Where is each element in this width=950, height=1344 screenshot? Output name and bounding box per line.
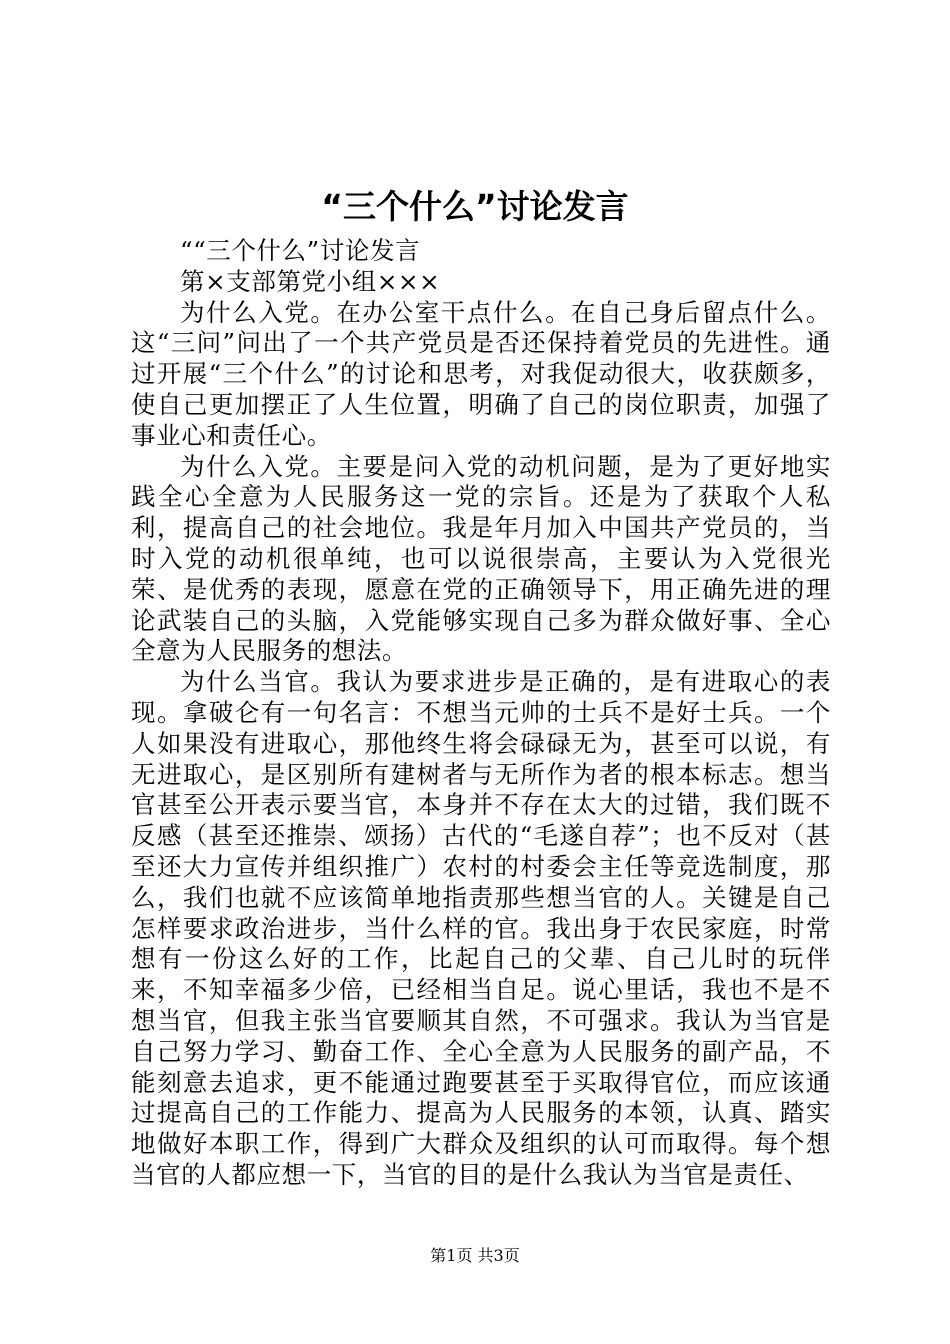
page-number-footer: 第1页 共3页 bbox=[430, 1246, 520, 1265]
document-body bbox=[131, 236, 831, 1191]
paragraph-intro: 为什么入党。在办公室干点什么。在自己身后留点什么。这“三问”问出了一个共产党员是否还保持着党员的先进性。通过开展“三个什么”的讨论和思考，对我促动很大，收获颇多，使自己更加摆正了人生位置，明确了自己的岗位职责，加强了事业心和责任心。 bbox=[131, 297, 831, 450]
paragraph-repeat-title: ““三个什么”讨论发言 bbox=[180, 236, 421, 265]
paragraph-author: 第×支部第党小组××× bbox=[180, 266, 441, 296]
paragraph-why-be-official: 为什么当官。我认为要求进步是正确的，是有进取心的表现。拿破仑有一句名言：不想当元帅的士兵不是好士兵。一个人如果没有进取心，那他终生将会碌碌无为，甚至可以说，有无进取心，是区别所有建树者与无所作为者的根本标志。想当官甚至公开表示要当官，本身并不存在太大的过错，我们既不反感（甚至还推崇、颂扬）古代的“毛遂自荐”；也不反对（甚至还大力宣传并组织推广）农村的村委会主任等竞选制度，那么，我们也就不应该简单地指责那些想当官的人。关键是自己怎样要求政治进步，当什么样的官。我出身于农民家庭，时常想有一份这么好的工作，比起自己的父辈、自己儿时的玩伴来，不知幸福多少倍，已经相当自足。说心里话，我也不是不想当官，但我主张当官要顺其自然，不可强求。我认为当官是自己努力学习、勤奋工作、全心全意为人民服务的副产品，不能刻意去追求，更不能通过跑要甚至于买取得官位，而应该通过提高自己的工作能力、提高为人民服务的本领，认真、踏实地做好本职工作，得到广大群众及组织的认可而取得。每个想当官的人都应想一下，当官的目的是什么我认为当官是责任、 bbox=[131, 667, 831, 1189]
paragraph-why-join-party: 为什么入党。主要是问入党的动机问题，是为了更好地实践全心全意为人民服务这一党的宗旨。还是为了获取个人私利，提高自己的社会地位。我是年月加入中国共产党员的，当时入党的动机很单纯，也可以说很崇高，主要认为入党很光荣、是优秀的表现，愿意在党的正确领导下，用正确先进的理论武装自己的头脑，入党能够实现自己多为群众做好事、全心全意为人民服务的想法。 bbox=[131, 451, 831, 666]
document-title: “三个什么”讨论发言 bbox=[321, 187, 629, 226]
